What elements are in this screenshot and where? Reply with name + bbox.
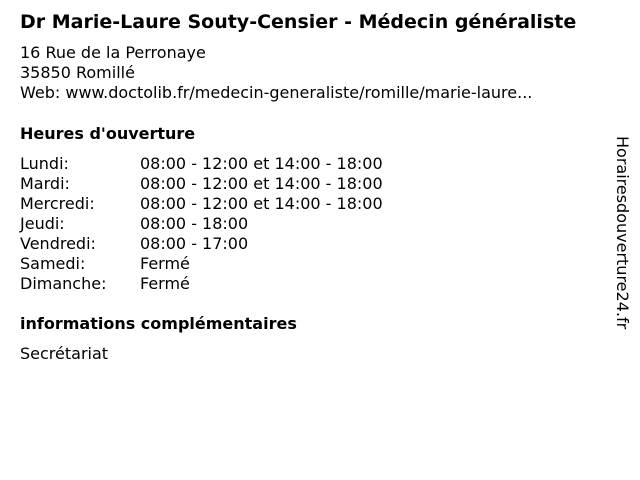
info-heading: informations complémentaires [20, 314, 297, 333]
address-city: 35850 Romillé [20, 63, 135, 82]
time-value: 08:00 - 18:00 [140, 214, 249, 233]
website-link[interactable]: Web: www.doctolib.fr/medecin-generaliste/romille/marie-laure... [20, 83, 533, 102]
day-label: Mardi: [20, 174, 70, 193]
address-block [20, 43, 532, 103]
day-label: Lundi: [20, 154, 69, 173]
time-value: 08:00 - 12:00 et 14:00 - 18:00 [140, 174, 383, 193]
time-value: Fermé [140, 274, 190, 293]
time-value: 08:00 - 12:00 et 14:00 - 18:00 [140, 194, 383, 213]
time-value: 08:00 - 17:00 [140, 234, 249, 253]
site-watermark: Horairesdouverture24.fr [613, 136, 632, 330]
hours-heading: Heures d'ouverture [20, 124, 196, 143]
info-text: Secrétariat [20, 344, 109, 363]
day-label: Mercredi: [20, 194, 95, 213]
address-street: 16 Rue de la Perronaye [20, 43, 206, 62]
day-label: Jeudi: [20, 214, 65, 233]
day-label: Dimanche: [20, 274, 107, 293]
time-value: 08:00 - 12:00 et 14:00 - 18:00 [140, 154, 383, 173]
day-label: Samedi: [20, 254, 86, 273]
time-value: Fermé [140, 254, 190, 273]
page-title: Dr Marie-Laure Souty-Censier - Médecin généraliste [20, 11, 577, 33]
day-label: Vendredi: [20, 234, 96, 253]
